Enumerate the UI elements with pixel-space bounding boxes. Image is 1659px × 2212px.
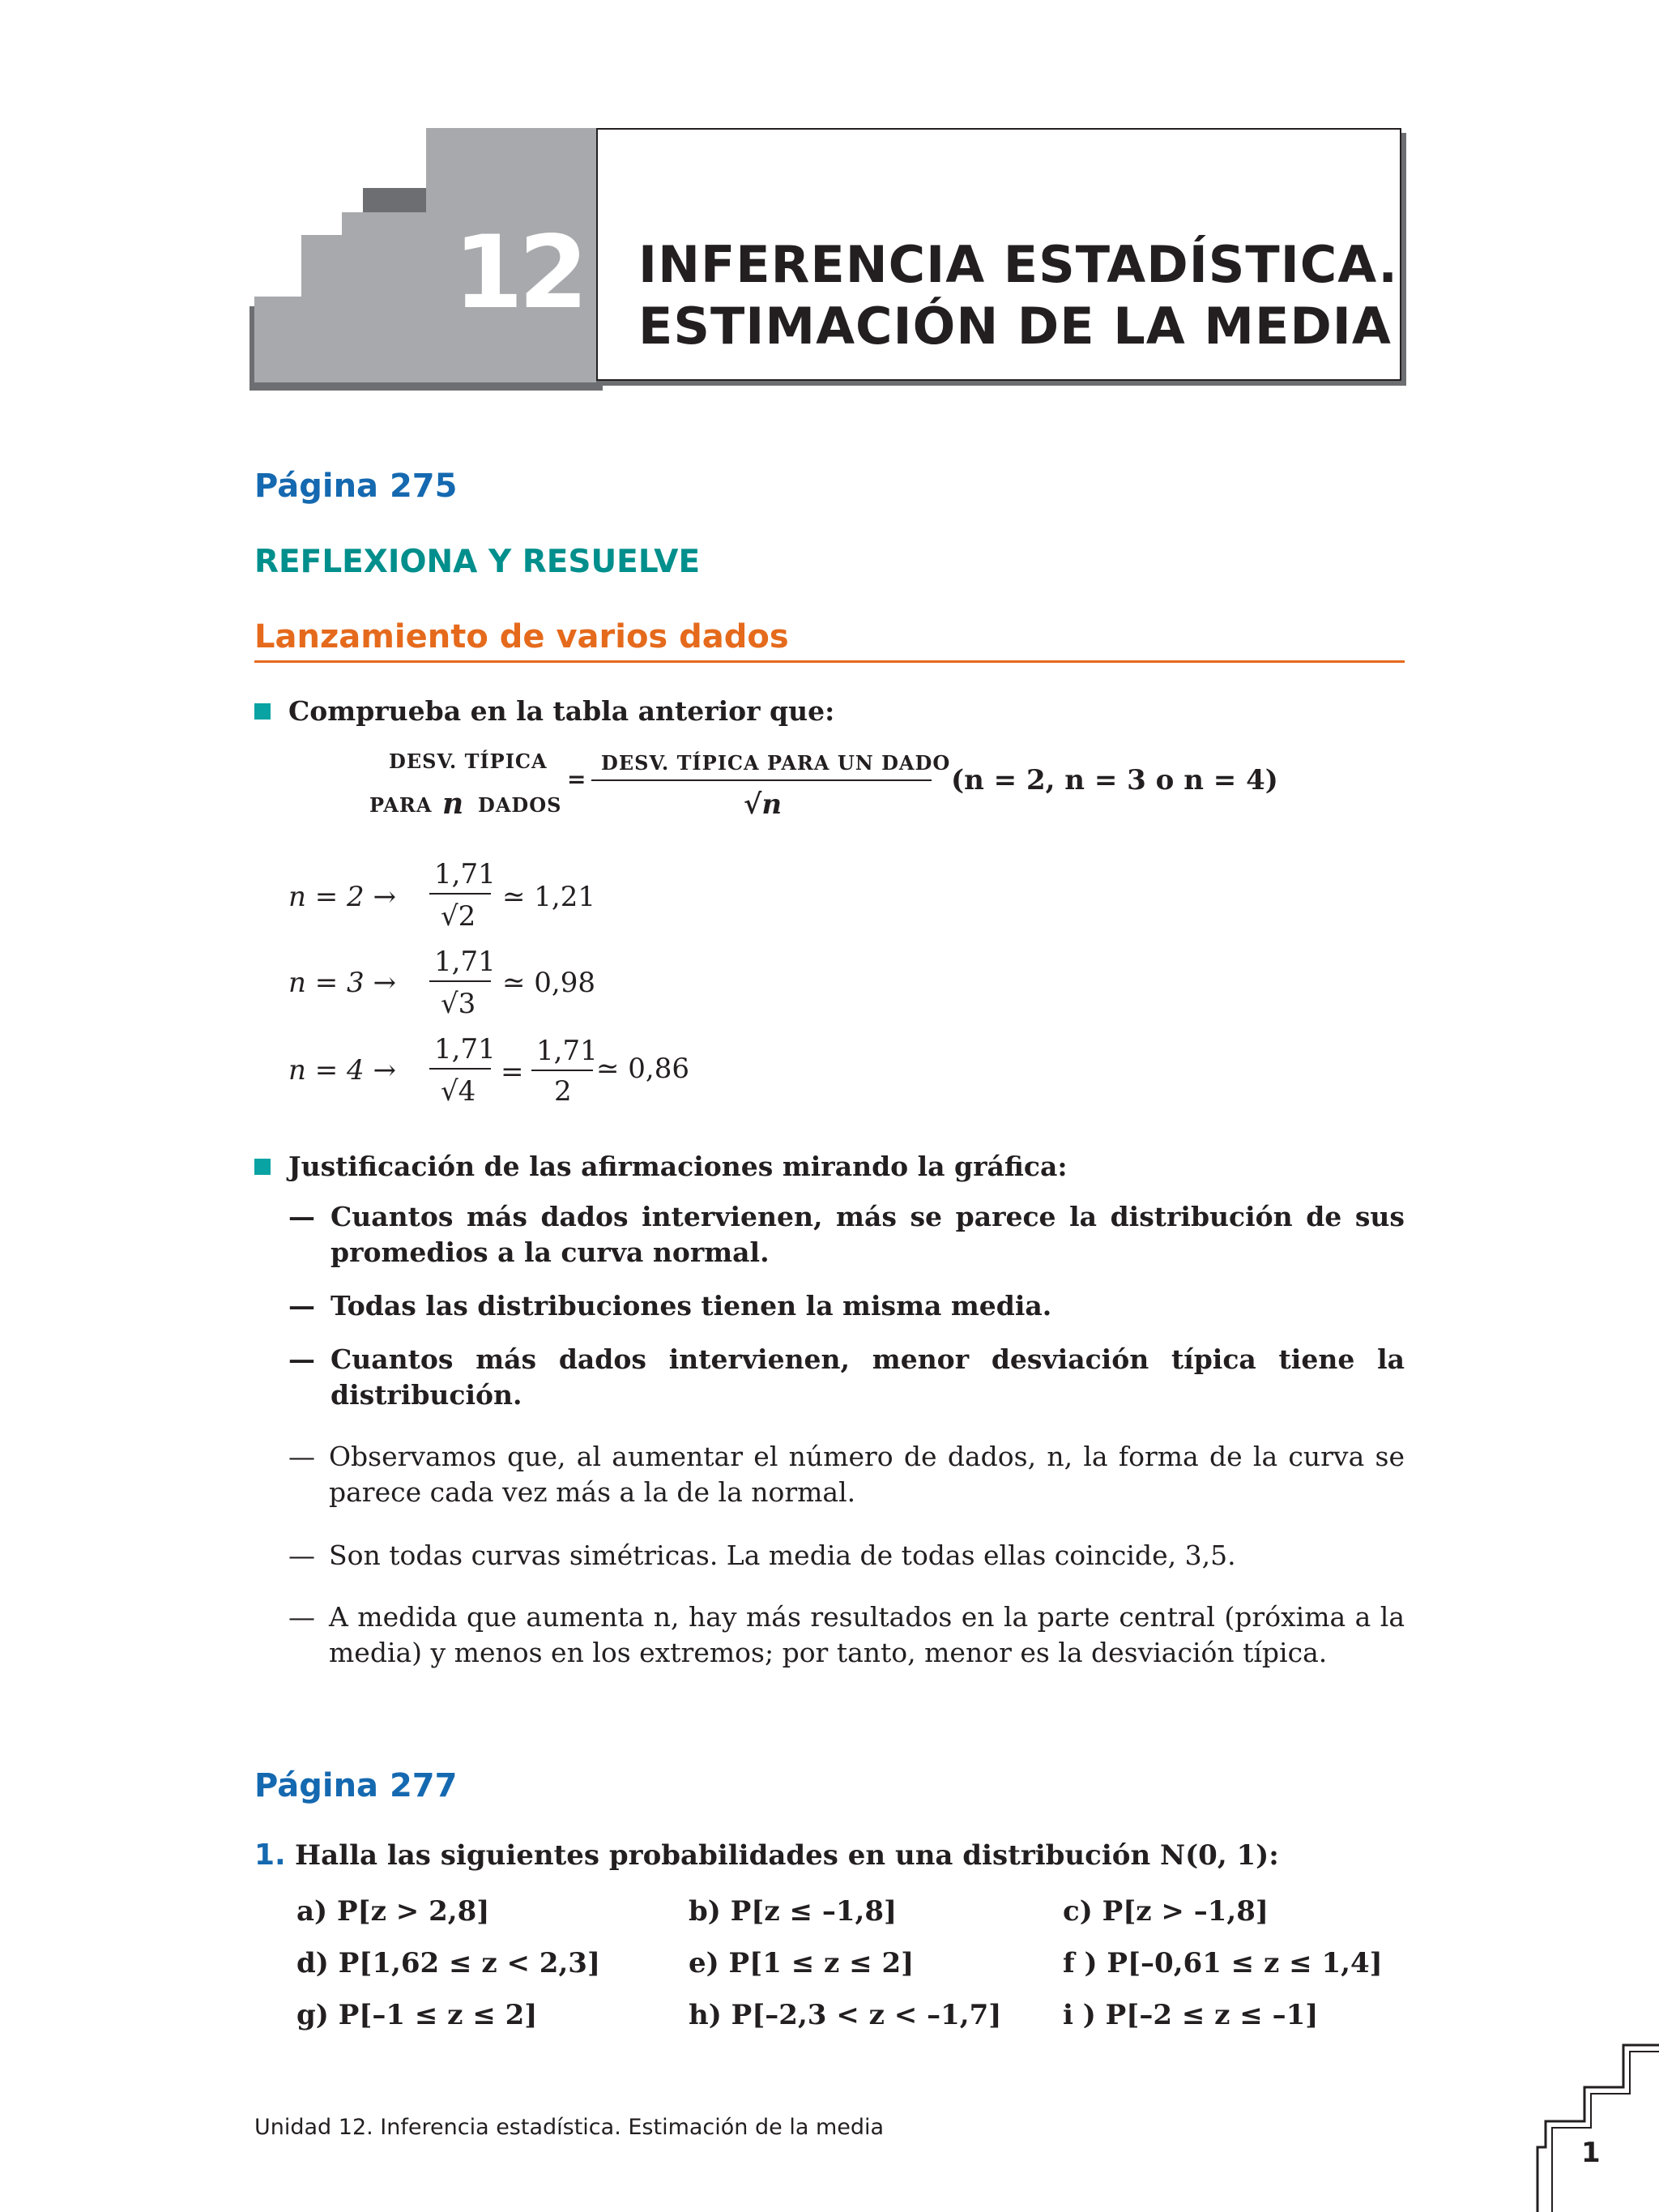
formula-rhs-numerator: DESV. TÍPICA PARA UN DADO xyxy=(601,751,951,775)
chapter-title-line2: ESTIMACIÓN DE LA MEDIA xyxy=(638,297,1392,356)
dash: — xyxy=(288,1343,315,1375)
formula-fraction-bar xyxy=(591,779,932,781)
calc-n3-result: ≃ 0,98 xyxy=(502,967,595,999)
calc-n4-num: 1,71 xyxy=(434,1033,496,1065)
calc-n4-lhs: n = 4 → xyxy=(288,1054,396,1087)
exercise-prompt: Halla las siguientes probabilidades en una distribución N(0, 1): xyxy=(295,1839,1279,1872)
justify-bold-item: Cuantos más dados intervienen, más se parece la distribución de sus promedios a la curva normal. xyxy=(331,1201,1405,1268)
exercise-item: b) P[z ≤ –1,8] xyxy=(689,1895,898,1928)
orange-rule xyxy=(254,660,1405,663)
calc-n4-den: √4 xyxy=(441,1075,476,1108)
justify-item: A medida que aumenta n, hay más resultados en la parte central (próxima a la media) y menos en los extremos; por tanto, menor es la desviación típica. xyxy=(329,1601,1405,1668)
subsection-heading: Lanzamiento de varios dados xyxy=(254,618,789,655)
formula-lhs-top: DESV. TÍPICA xyxy=(389,749,548,773)
dash: — xyxy=(288,1290,315,1322)
calc-n2-num: 1,71 xyxy=(434,858,496,890)
justify-item: Observamos que, al aumentar el número de dados, n, la forma de la curva se parece cada vez más a la de la normal. xyxy=(329,1441,1405,1508)
exercise-item: d) P[1,62 ≤ z < 2,3] xyxy=(296,1947,601,1979)
formula-condition: (n = 2, n = 3 o n = 4) xyxy=(951,764,1278,796)
calc-n4-num2: 1,71 xyxy=(536,1035,598,1067)
justify-item: Son todas curvas simétricas. La media de todas ellas coincide, 3,5. xyxy=(329,1539,1236,1571)
exercise-item: e) P[1 ≤ z ≤ 2] xyxy=(689,1947,915,1979)
bullet-square xyxy=(254,703,271,720)
exercise-item: g) P[–1 ≤ z ≤ 2] xyxy=(296,1999,538,2031)
formula-lhs-bottom-b: DADOS xyxy=(478,793,562,817)
calc-n4-bar2 xyxy=(531,1070,593,1071)
exercise-item: i ) P[–2 ≤ z ≤ –1] xyxy=(1063,1999,1319,2031)
exercise-item: h) P[–2,3 < z < –1,7] xyxy=(689,1999,1002,2031)
exercise-item: f ) P[–0,61 ≤ z ≤ 1,4] xyxy=(1063,1947,1383,1979)
calc-n2-result: ≃ 1,21 xyxy=(502,881,595,913)
footer-staircase xyxy=(1523,2042,1659,2212)
exercise-item: c) P[z > –1,8] xyxy=(1063,1895,1269,1928)
dash: — xyxy=(288,1441,315,1472)
footer-text: Unidad 12. Inferencia estadística. Estimación de la media xyxy=(254,2115,885,2140)
justify-bold-item: Todas las distribuciones tienen la misma media. xyxy=(331,1290,1052,1322)
bullet-square xyxy=(254,1159,271,1175)
calc-n4-den2: 2 xyxy=(554,1075,572,1108)
dash: — xyxy=(288,1201,315,1232)
exercise-item: a) P[z > 2,8] xyxy=(296,1895,490,1928)
justify-bold-item: Cuantos más dados intervienen, menor desviación típica tiene la distribución. xyxy=(331,1343,1405,1411)
check-prompt: Comprueba en la tabla anterior que: xyxy=(288,695,835,727)
chapter-title-line1: INFERENCIA ESTADÍSTICA. xyxy=(638,235,1398,294)
page-number: 1 xyxy=(1581,2137,1601,2169)
calc-n3-lhs: n = 3 → xyxy=(288,967,396,999)
title-box-shadow xyxy=(601,381,1406,386)
calc-n4-eq: = xyxy=(501,1056,524,1088)
dash: — xyxy=(288,1601,315,1633)
dash: — xyxy=(288,1539,315,1571)
calc-n3-num: 1,71 xyxy=(434,946,496,978)
formula-lhs-n: n xyxy=(442,787,464,821)
calc-n2-bar xyxy=(429,893,491,895)
calc-n4-result: ≃ 0,86 xyxy=(596,1053,689,1085)
title-box-shadow-right xyxy=(1401,133,1406,386)
calc-n3-bar xyxy=(429,980,491,982)
page-ref-275: Página 275 xyxy=(254,468,458,505)
formula-lhs-bottom-a: PARA xyxy=(369,793,433,817)
chapter-number: 12 xyxy=(453,215,584,331)
calc-n2-lhs: n = 2 → xyxy=(288,881,396,913)
page-ref-277: Página 277 xyxy=(254,1767,458,1804)
justify-prompt: Justificación de las afirmaciones mirando la gráfica: xyxy=(288,1151,1068,1182)
calc-n4-bar xyxy=(429,1068,491,1070)
exercise-number: 1. xyxy=(254,1838,286,1872)
calc-n3-den: √3 xyxy=(441,988,476,1020)
calc-n2-den: √2 xyxy=(441,900,476,933)
formula-rhs-denominator: √n xyxy=(744,788,783,821)
formula-equals: = xyxy=(567,766,586,792)
section-heading: REFLEXIONA Y RESUELVE xyxy=(254,544,701,580)
